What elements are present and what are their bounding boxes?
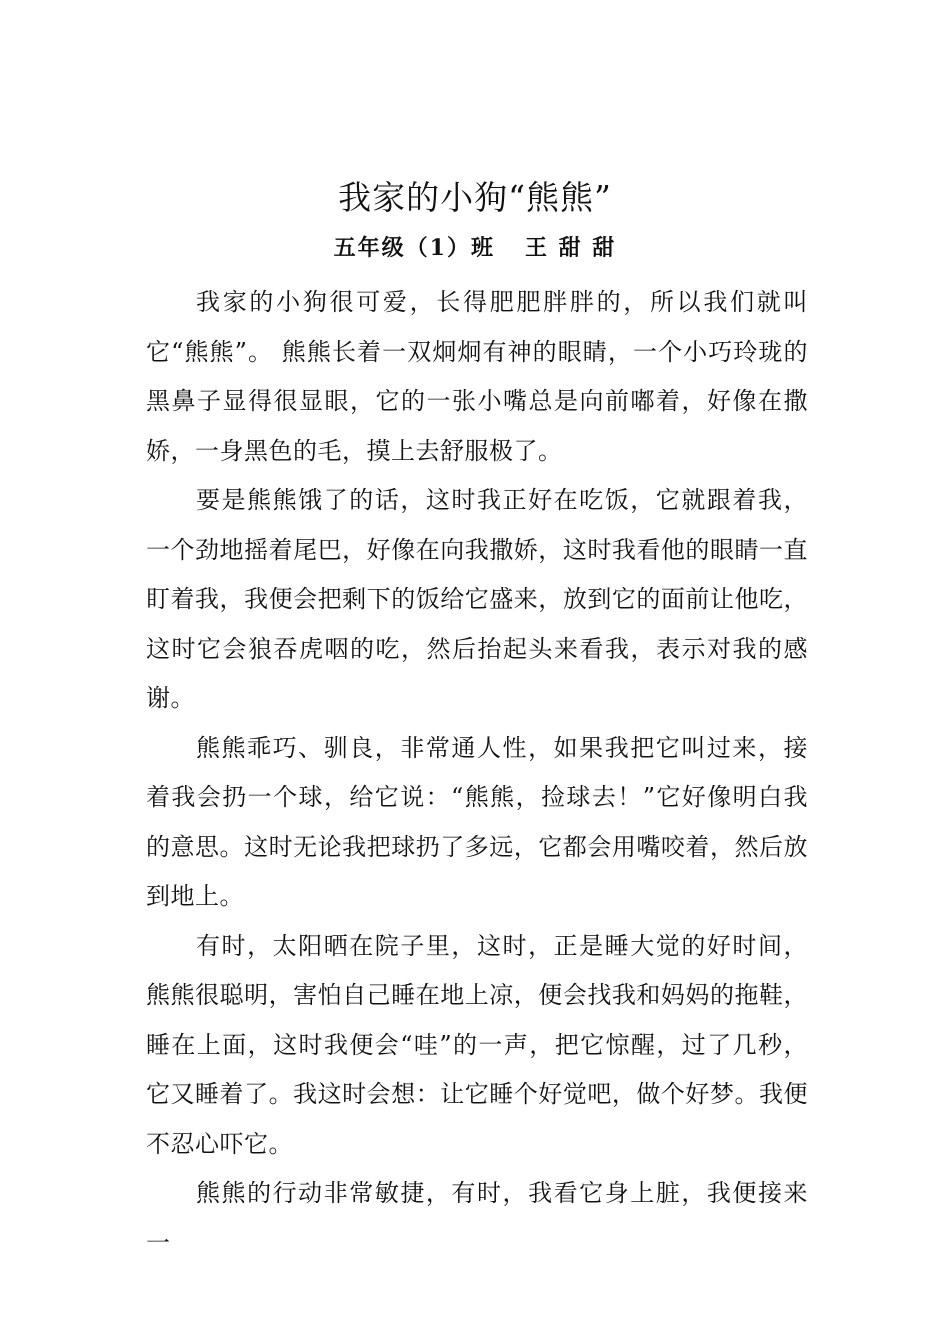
paragraph: 熊熊乖巧、驯良，非常通人性，如果我把它叫过来，接着我会扔一个球，给它说：“熊熊，捡球去！”它好像明白我的意思。这时无论我把球扔了多远，它都会用嘴咬着，然后放到地上。 xyxy=(146,733,808,910)
author-name: 王 甜 甜 xyxy=(524,235,617,261)
class-label: 五年级（1）班 xyxy=(333,235,495,261)
paragraph: 有时，太阳晒在院子里，这时，正是睡大觉的好时间，熊熊很聪明，害怕自己睡在地上凉，便会找我和妈妈的拖鞋，睡在上面，这时我便会“哇”的一声，把它惊醒，过了几秒，它又睡着了。我这时会想：让它睡个好觉吧，做个好梦。我便不忍心吓它。 xyxy=(146,931,808,1158)
paragraph: 我家的小狗很可爱，长得肥肥胖胖的，所以我们就叫它“熊熊”。 熊熊长着一双炯炯有神的眼睛，一个小巧玲珑的黑鼻子显得很显眼，它的一张小嘴总是向前嘟着，好像在撒娇，一身黑色的毛，摸上去舒服极了。 xyxy=(146,288,808,465)
essay-body xyxy=(146,278,808,1268)
page-title: 我家的小狗“熊熊” xyxy=(338,178,612,217)
paragraph: 要是熊熊饿了的话，这时我正好在吃饭，它就跟着我，一个劲地摇着尾巴，好像在向我撒娇，这时我看他的眼睛一直盯着我，我便会把剩下的饭给它盛来，放到它的面前让他吃，这时它会狼吞虎咽的吃，然后抬起头来看我，表示对我的感谢。 xyxy=(146,486,808,712)
author-byline xyxy=(0,230,950,266)
paragraph: 熊熊的行动非常敏捷，有时，我看它身上脏，我便接来一 xyxy=(146,1179,808,1257)
